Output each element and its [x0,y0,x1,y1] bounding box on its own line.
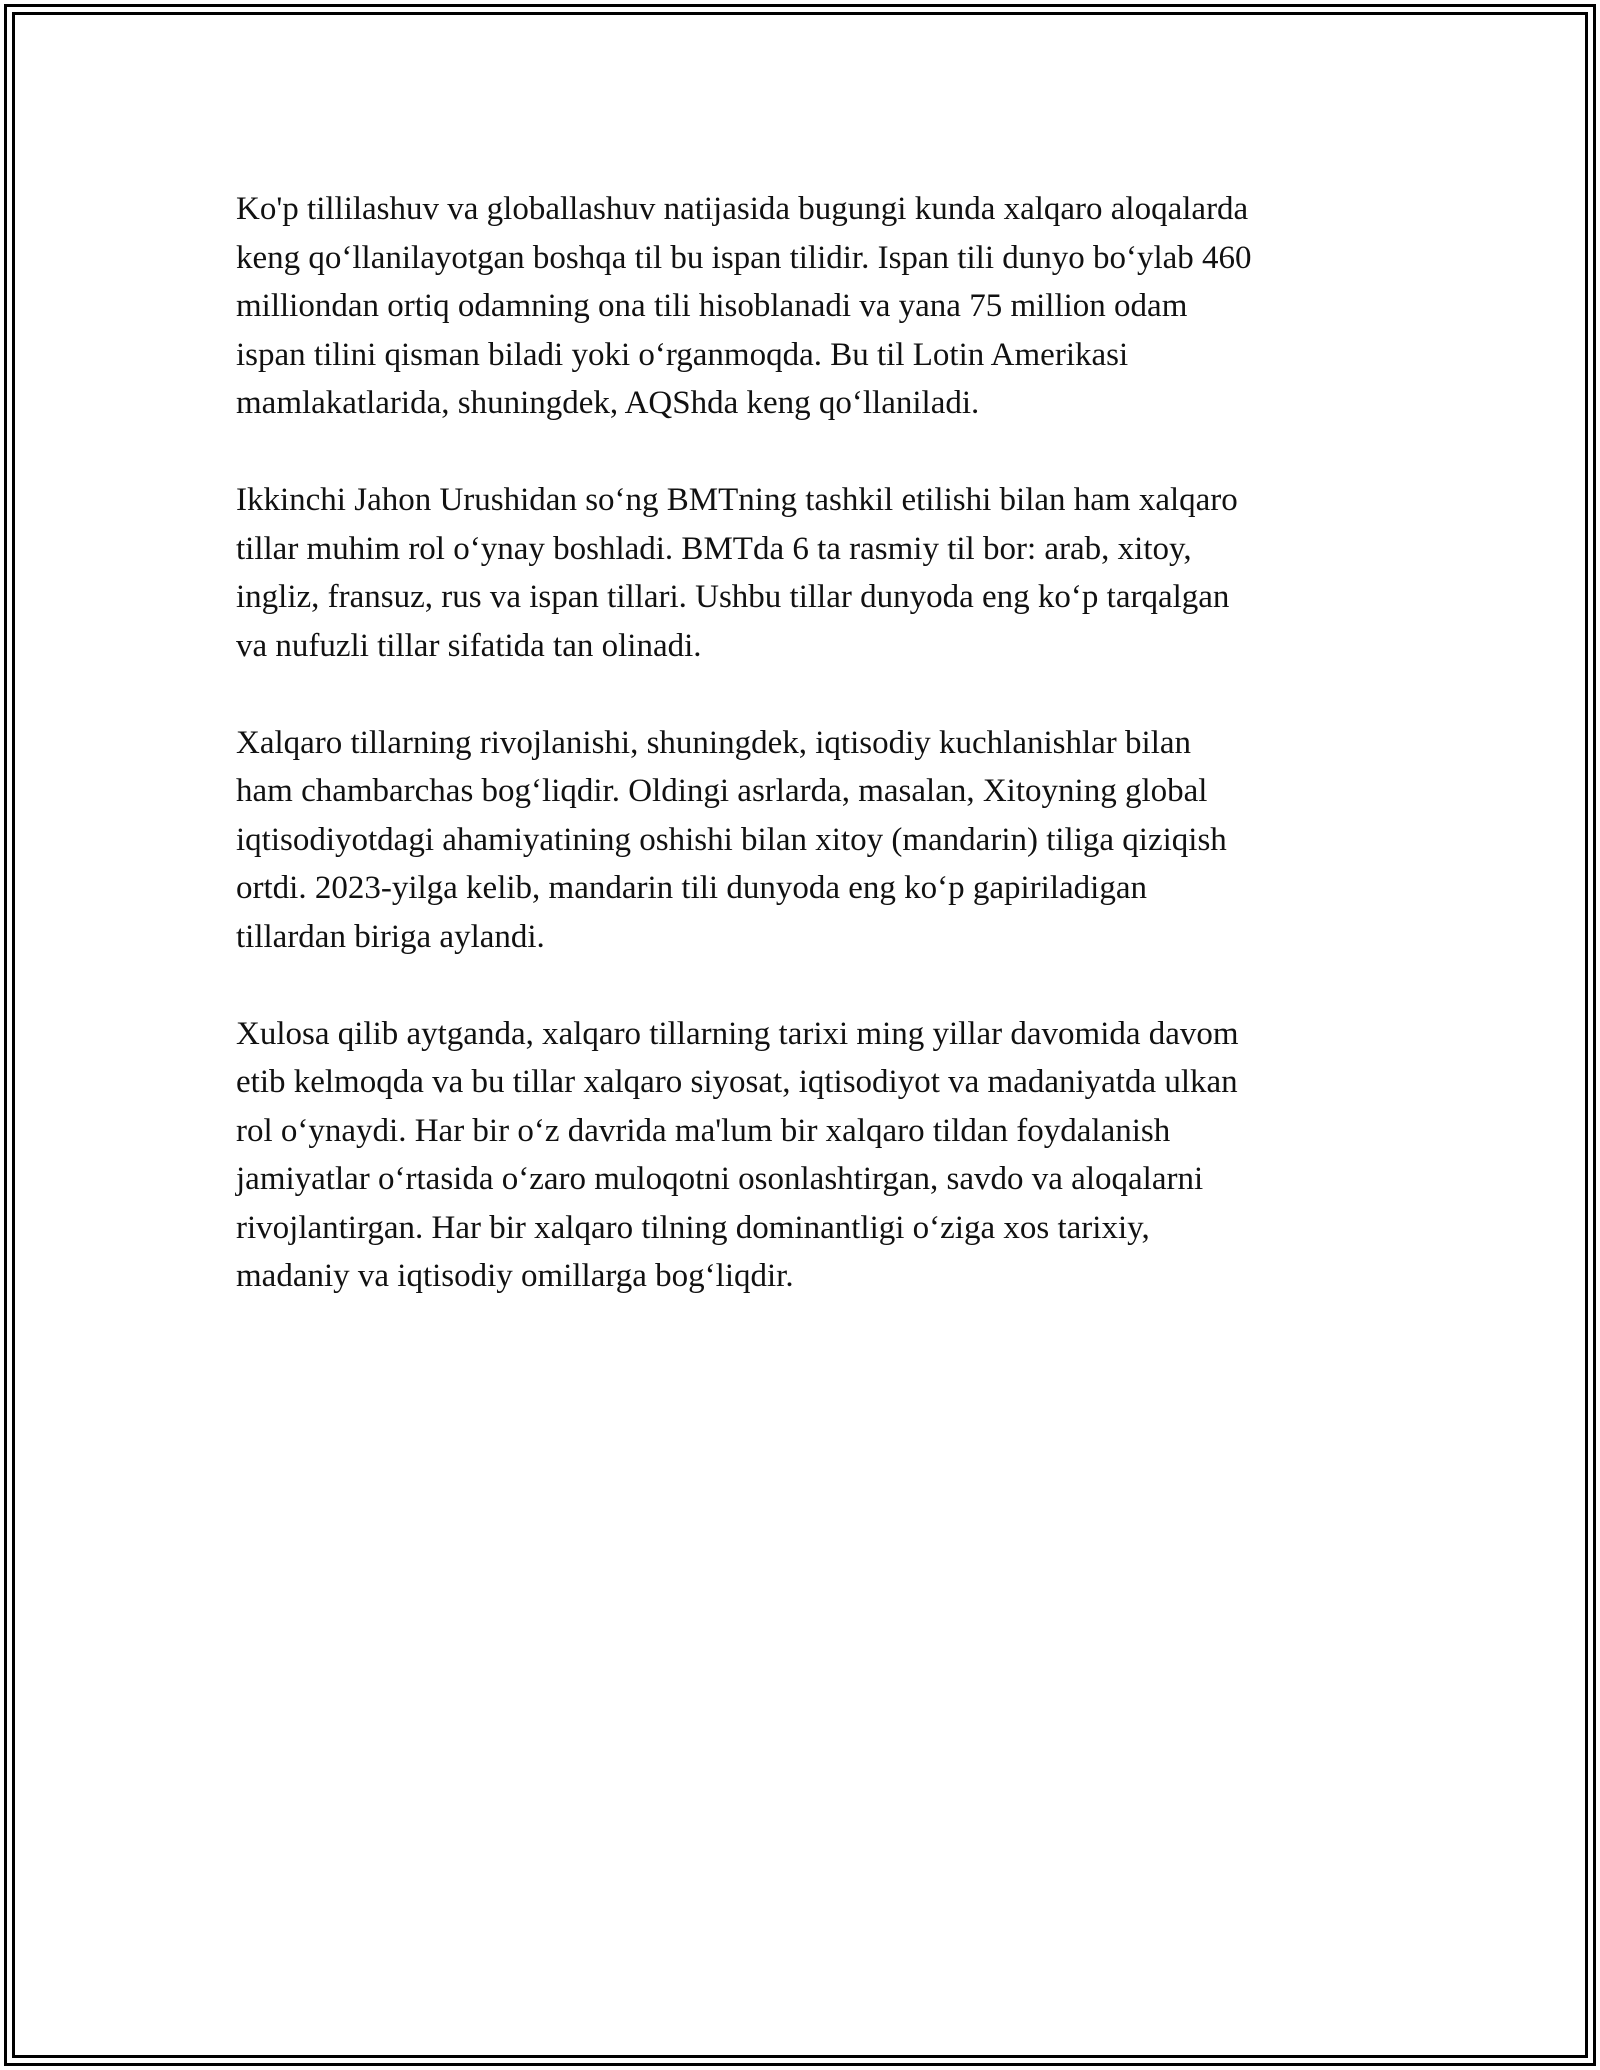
paragraph-line: ispan tilini qisman biladi yoki o‘rganmoqda. Bu til Lotin Amerikasi [236,336,1129,373]
paragraph-line: Ikkinchi Jahon Urushidan so‘ng BMTning tashkil etilishi bilan ham xalqaro [236,482,1238,518]
paragraph-line: jamiyatlar o‘rtasida o‘zaro muloqotni osonlashtirgan, savdo va aloqalarni [236,1161,1204,1197]
paragraph-line: rol o‘ynaydi. Har bir o‘z davrida ma'lum bir xalqaro tildan foydalanish [236,1112,1171,1149]
paragraph-line: iqtisodiyotdagi ahamiyatining oshishi bilan xitoy (mandarin) tiliga qiziqish [236,821,1227,858]
paragraph-line: tillar muhim rol o‘ynay boshladi. BMTda 6 ta rasmiy til bor: arab, xitoy, [236,530,1192,567]
paragraph-line: tillardan biriga aylandi. [236,918,545,955]
paragraph-line: Ko'p tillilashuv va globallashuv natijasida bugungi kunda xalqaro aloqalarda [236,191,1249,227]
document-body [236,185,1376,1349]
paragraph-line: ortdi. 2023-yilga kelib, mandarin tili dunyoda eng ko‘p gapiriladigan [236,870,1147,906]
paragraph-4 [236,1010,1376,1301]
paragraph-1 [236,185,1376,428]
paragraph-line: rivojlantirgan. Har bir xalqaro tilning dominantligi o‘ziga xos tarixiy, [236,1209,1150,1246]
paragraph-line: etib kelmoqda va bu tillar xalqaro siyosat, iqtisodiyot va madaniyatda ulkan [236,1064,1238,1100]
paragraph-line: ham chambarchas bog‘liqdir. Oldingi asrlarda, masalan, Xitoyning global [236,773,1208,809]
paragraph-2 [236,476,1376,670]
paragraph-line: keng qo‘llanilayotgan boshqa til bu ispan tilidir. Ispan tili dunyo bo‘ylab 460 [236,239,1252,276]
paragraph-line: madaniy va iqtisodiy omillarga bog‘liqdir. [236,1258,794,1294]
paragraph-line: va nufuzli tillar sifatida tan olinadi. [236,627,702,664]
paragraph-3 [236,719,1376,962]
paragraph-line: Xulosa qilib aytganda, xalqaro tillarning tarixi ming yillar davomida davom [236,1015,1239,1052]
paragraph-line: Xalqaro tillarning rivojlanishi, shuningdek, iqtisodiy kuchlanishlar bilan [236,724,1192,761]
paragraph-line: mamlakatlarida, shuningdek, AQShda keng qo‘llaniladi. [236,385,980,421]
paragraph-line: ingliz, fransuz, rus va ispan tillari. Ushbu tillar dunyoda eng ko‘p tarqalgan [236,579,1230,615]
paragraph-line: milliondan ortiq odamning ona tili hisoblanadi va yana 75 million odam [236,288,1188,324]
